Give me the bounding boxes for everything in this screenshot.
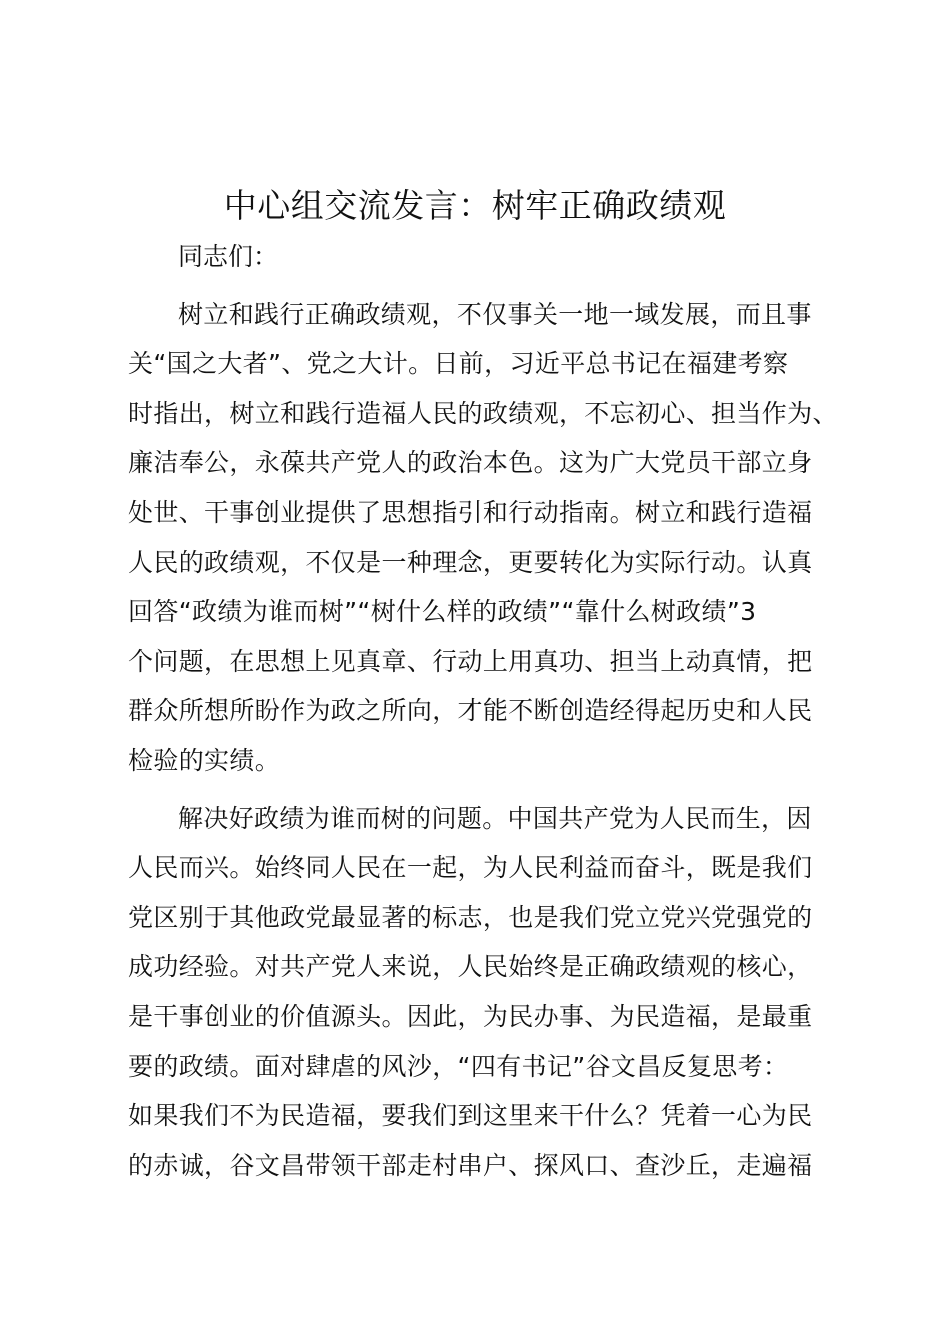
salutation: 同志们：	[178, 242, 279, 271]
paragraph-line: 成功经验。对共产党人来说，人民始终是正确政绩观的核心，	[128, 952, 813, 982]
paragraph-line: 廉洁奉公，永葆共产党人的政治本色。这为广大党员干部立身	[128, 448, 813, 478]
document-title: 中心组交流发言：树牢正确政绩观	[223, 186, 727, 225]
paragraph-line: 检验的实绩。	[128, 745, 281, 775]
paragraph-line: 要的政绩。面对肆虐的风沙，“四有书记”谷文昌反复思考：	[128, 1051, 789, 1081]
paragraph-line: 如果我们不为民造福，要我们到这里来干什么？凭着一心为民	[128, 1101, 813, 1131]
paragraph-line: 群众所想所盼作为政之所向，才能不断创造经得起历史和人民	[128, 696, 813, 726]
paragraph-line: 是干事创业的价值源头。因此，为民办事、为民造福，是最重	[128, 1001, 813, 1031]
paragraph-line: 回答“政绩为谁而树”“树什么样的政绩”“靠什么树政绩”3	[128, 597, 757, 627]
paragraph-line: 的赤诚，谷文昌带领干部走村串户、探风口、查沙丘，走遍福	[128, 1150, 813, 1180]
paragraph-line: 处世、干事创业提供了思想指引和行动指南。树立和践行造福	[128, 497, 813, 527]
paragraph-line: 个问题，在思想上见真章、行动上用真功、担当上动真情，把	[128, 646, 813, 676]
document-body	[128, 232, 838, 1190]
paragraph-2	[128, 794, 833, 1191]
paragraph-line: 人民而兴。始终同人民在一起，为人民利益而奋斗，既是我们	[128, 853, 813, 883]
paragraph-line: 关“国之大者”、党之大计。日前，习近平总书记在福建考察	[128, 349, 789, 379]
paragraph-line: 党区别于其他政党最显著的标志，也是我们党立党兴党强党的	[128, 902, 813, 932]
paragraph-line: 时指出，树立和践行造福人民的政绩观，不忘初心、担当作为、	[128, 398, 838, 428]
paragraph-line: 人民的政绩观，不仅是一种理念，更要转化为实际行动。认真	[128, 547, 813, 577]
paragraph-line: 树立和践行正确政绩观，不仅事关一地一域发展，而且事	[178, 299, 812, 329]
paragraph-line: 解决好政绩为谁而树的问题。中国共产党为人民而生，因	[178, 803, 812, 833]
paragraph-1	[128, 290, 838, 786]
